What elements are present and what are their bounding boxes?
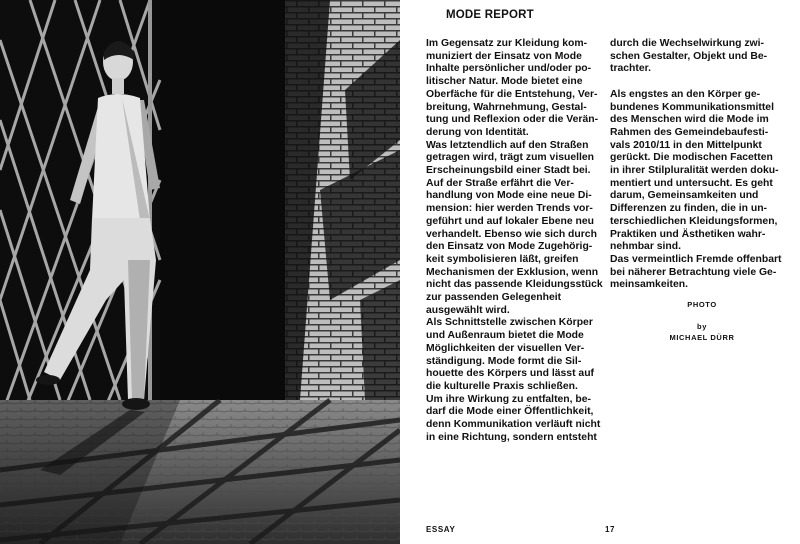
text-line: in eine Richtung, sondern entsteht bbox=[426, 431, 597, 443]
text-line: Als Schnittstelle zwischen Körper bbox=[426, 317, 593, 329]
text-line: zur passenden Gelegenheit bbox=[426, 292, 562, 304]
text-line: und Außenraum bietet die Mode bbox=[426, 330, 584, 342]
text-line: schen Gestalter, Objekt und Be- bbox=[610, 50, 768, 62]
text-line: Oberfäche für die Entstehung, Ver- bbox=[426, 88, 598, 100]
text-line: in ihrer Stilpluralität werden doku- bbox=[610, 165, 779, 177]
text-line: Inhalte persönlicher und/oder po- bbox=[426, 63, 592, 75]
article-column-1 bbox=[426, 38, 606, 445]
text-line: ausgewählt wird. bbox=[426, 304, 510, 316]
text-line: Das vermeintlich Fremde offenbart bbox=[610, 253, 782, 265]
text-line: nehmbar sind. bbox=[610, 241, 682, 253]
text-line: nicht das passende Kleidungsstück bbox=[426, 279, 603, 291]
text-line: terschiedlichen Kleidungsformen, bbox=[610, 215, 778, 227]
text-line: Rahmen des Gemeindebaufesti- bbox=[610, 126, 769, 138]
text-line: gerückt. Die modischen Facetten bbox=[610, 152, 773, 164]
text-line: breitung, Wahrnehmung, Gestal- bbox=[426, 101, 587, 113]
text-line: bei näherer Betrachtung viele Ge- bbox=[610, 266, 777, 278]
text-line: Erscheinungsbild einer Stadt bei. bbox=[426, 165, 591, 177]
text-line: mentiert und untersucht. Es geht bbox=[610, 177, 773, 189]
text-line: tung und Reflexion oder die Verän- bbox=[426, 114, 599, 126]
text-line: mension: hier werden Trends vor- bbox=[426, 203, 593, 215]
text-line: litischer Natur. Mode bietet eine bbox=[426, 76, 583, 88]
text-line: houette des Körpers und lässt auf bbox=[426, 368, 595, 380]
text-line: handlung von Mode eine neue Di- bbox=[426, 190, 592, 202]
text-line: muniziert der Einsatz von Mode bbox=[426, 50, 582, 62]
text-line: Mechanismen der Exklusion, wenn bbox=[426, 266, 599, 278]
text-page bbox=[400, 0, 800, 544]
text-line: des Menschen wird die Mode im bbox=[610, 114, 769, 126]
text-line: die kulturelle Praxis schließen. bbox=[426, 380, 578, 392]
photo-credit-label: PHOTO bbox=[687, 300, 717, 309]
text-line: Um ihre Wirkung zu entfalten, be- bbox=[426, 393, 592, 405]
text-line: meinsamkeiten. bbox=[610, 279, 688, 291]
text-line: geführt und auf lokaler Ebene neu bbox=[426, 215, 595, 227]
text-line: den Einsatz von Mode Zugehörig- bbox=[426, 241, 593, 253]
text-line: ständigung. Mode formt die Sil- bbox=[426, 355, 582, 367]
text-line: Möglichkeiten der visuellen Ver- bbox=[426, 342, 585, 354]
text-line: Praktiken und Ästhetiken wahr- bbox=[610, 228, 766, 240]
text-line: Auf der Straße erfährt die Ver- bbox=[426, 177, 574, 189]
text-line: Als engstes an den Körper ge- bbox=[610, 88, 761, 100]
text-line: Differenzen zu finden, die in un- bbox=[610, 203, 768, 215]
text-line: keit symbolisieren läßt, greifen bbox=[426, 253, 579, 265]
text-line: vals 2010/11 in den Mittelpunkt bbox=[610, 139, 762, 151]
footer-section-label: ESSAY bbox=[426, 525, 456, 534]
section-title: MODE REPORT bbox=[446, 9, 534, 21]
text-line: Was letztendlich auf den Straßen bbox=[426, 139, 589, 151]
text-line: darf die Mode einer Öffentlichkeit, bbox=[426, 406, 594, 418]
text-line: derung von Identität. bbox=[426, 126, 529, 138]
text-line: getragen wird, trägt zum visuellen bbox=[426, 152, 595, 164]
text-line: darum, Gemeinsamkeiten und bbox=[610, 190, 759, 202]
text-line: trachter. bbox=[610, 63, 652, 75]
page-number: 17 bbox=[605, 525, 616, 534]
article-column-2 bbox=[610, 38, 794, 292]
photographer-name: MICHAEL DÜRR bbox=[669, 333, 735, 342]
text-line: durch die Wechselwirkung zwi- bbox=[610, 38, 764, 49]
photo-credit-by: by bbox=[697, 322, 707, 331]
text-line: denn Kommunikation verläuft nicht bbox=[426, 419, 601, 431]
text-line: verhandelt. Ebenso wie sich durch bbox=[426, 228, 597, 240]
text-line: Im Gegensatz zur Kleidung kom- bbox=[426, 38, 588, 49]
text-line: bundenes Kommunikationsmittel bbox=[610, 101, 774, 113]
